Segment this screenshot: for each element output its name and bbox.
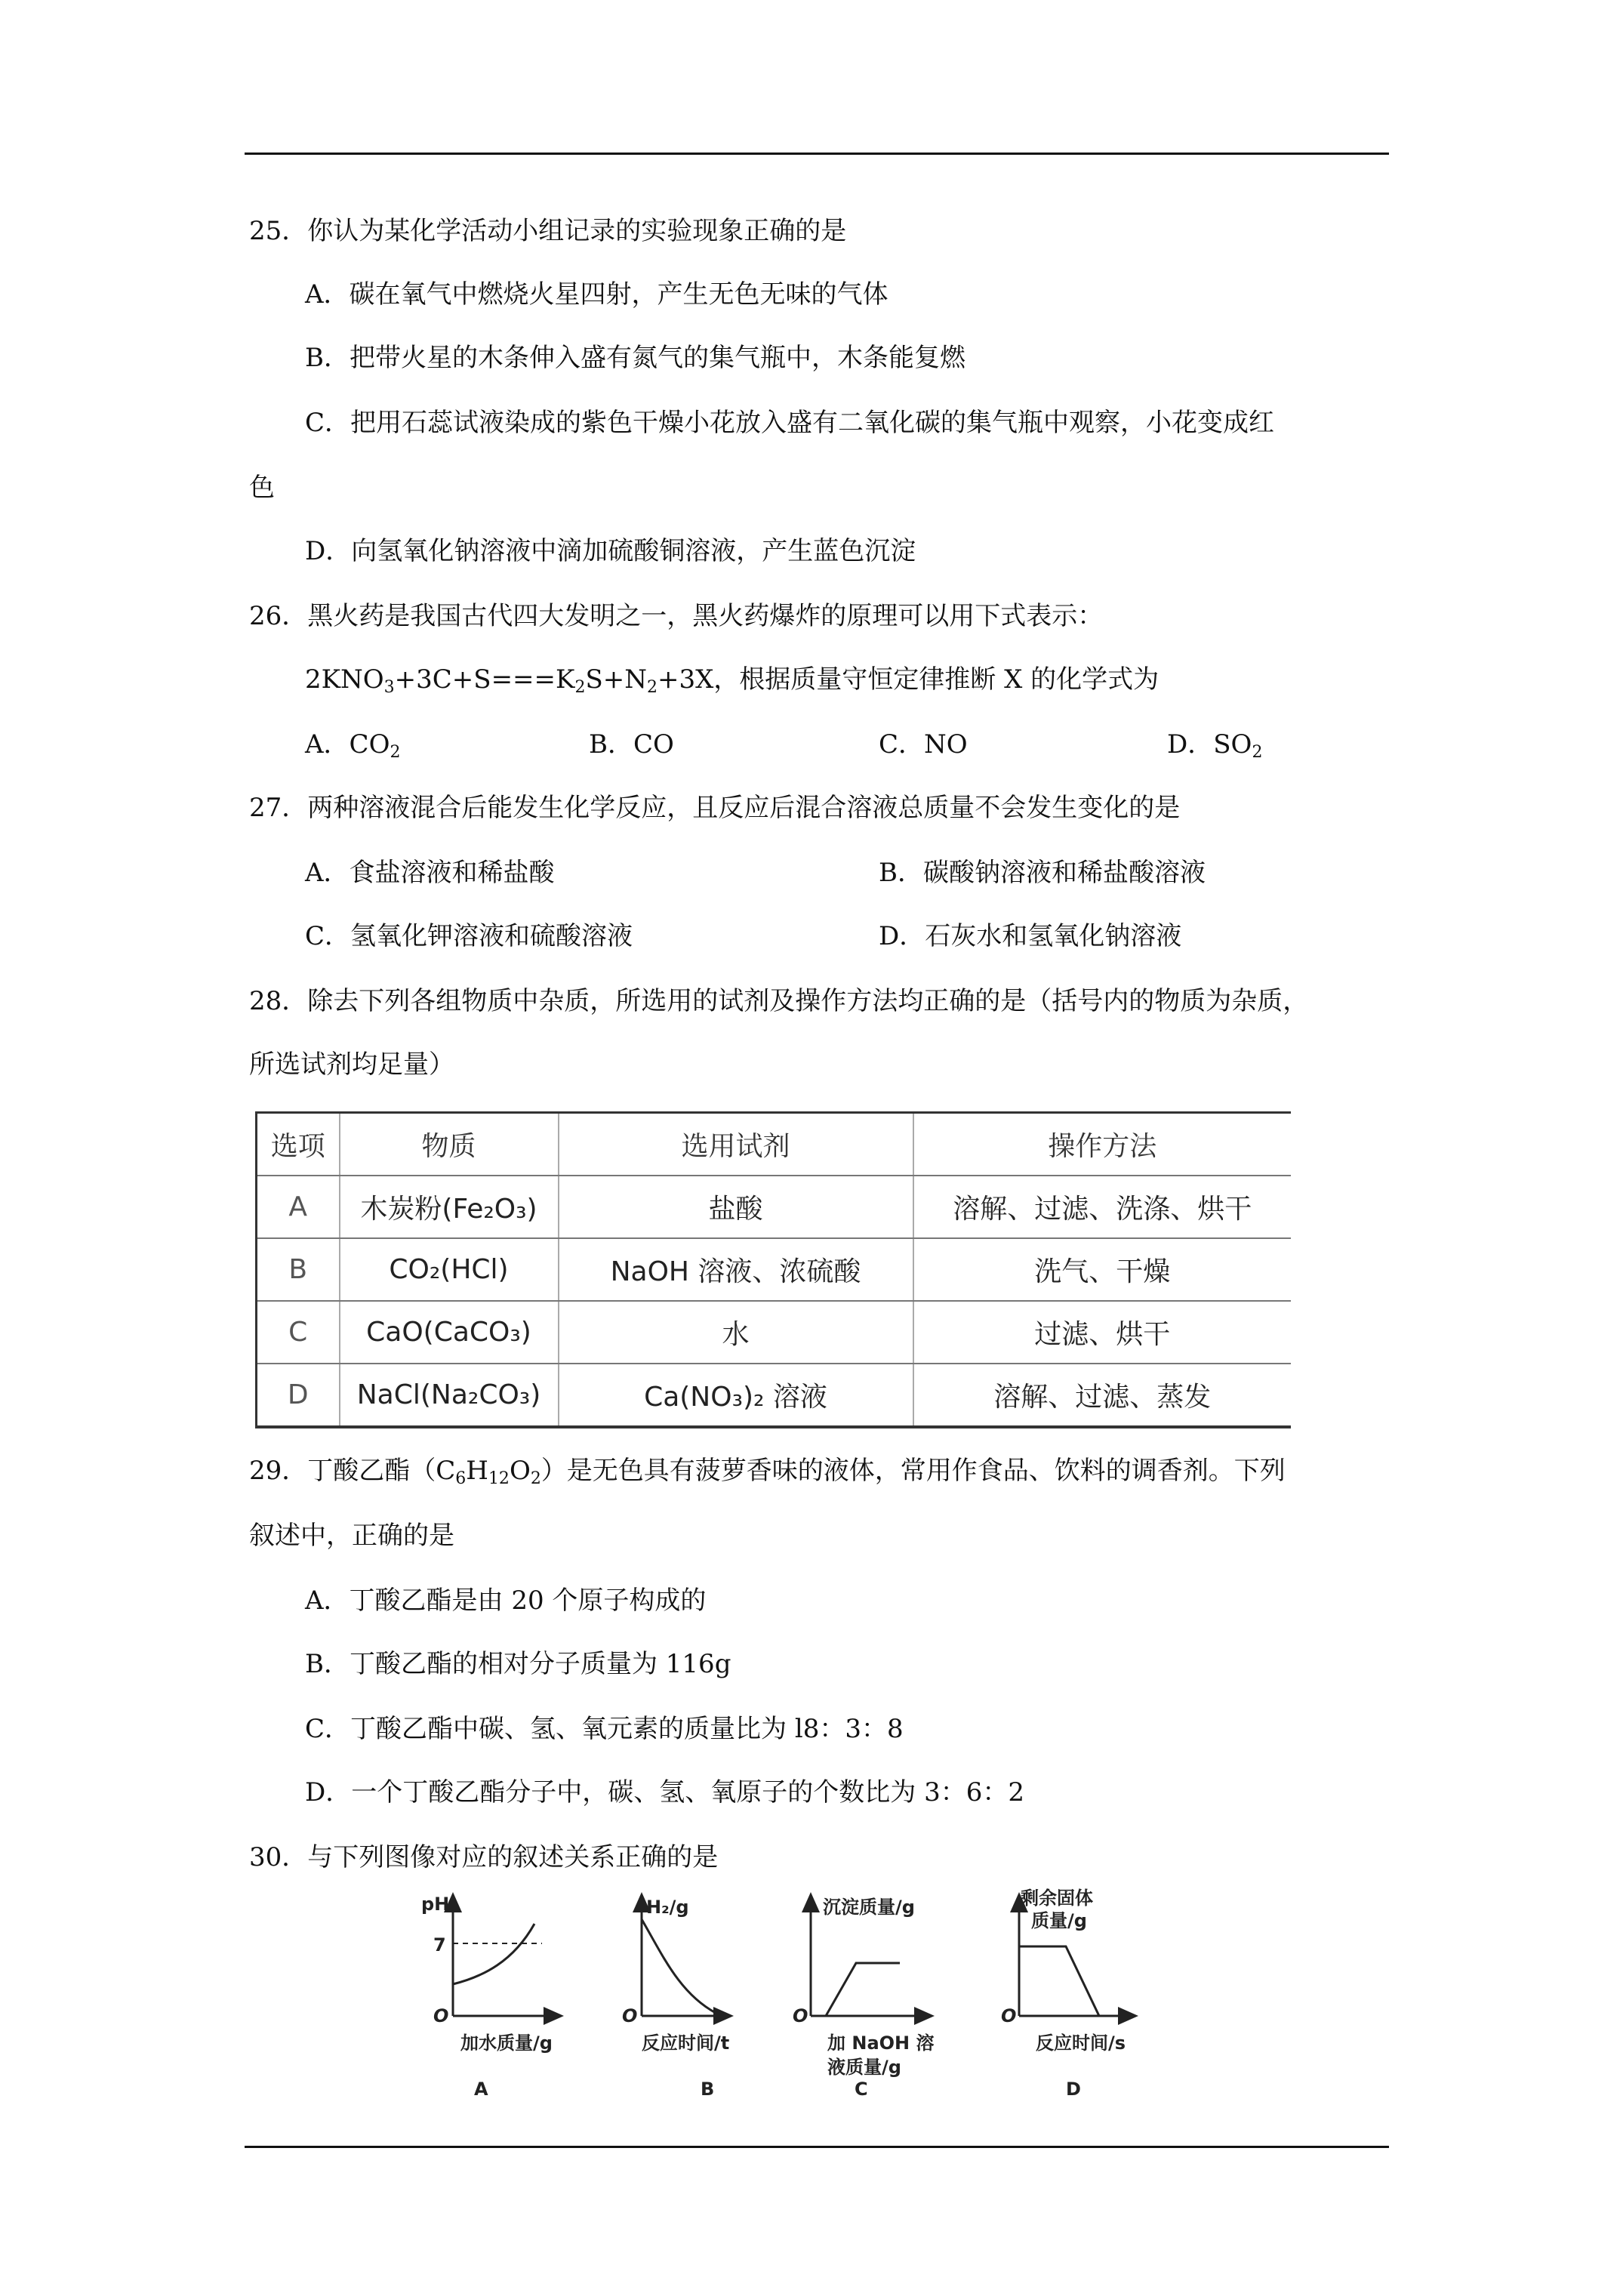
q29-option-d: D．一个丁酸乙酯分子中，碳、氢、氧原子的个数比为 3：6：2 — [305, 1777, 1024, 1808]
q27-option-a: A．食盐溶液和稀盐酸 — [305, 858, 555, 888]
table-cell: 木炭粉(Fe₂O₃) — [340, 1176, 559, 1238]
q30-graphs — [423, 1888, 1261, 2114]
q29-stem: 29．丁酸乙酯$(C_6H_{12}O_2)$是无色具有菠萝香味的液体，常用作食品、饮料的调香剂。下列 — [249, 1456, 1286, 1488]
q28-stem: 28．除去下列各组物质中杂质，所选用的试剂及操作方法均正确的是（括号内的物质为杂质， — [249, 986, 1309, 1016]
q26-stem: 26．黑火药是我国古代四大发明之一，黑火药爆炸的原理可以用下式表示： — [249, 601, 1104, 631]
top-rule — [245, 153, 1389, 155]
table-cell: CaO(CaCO₃) — [340, 1301, 559, 1364]
q25-option-a: A．碳在氧气中燃烧火星四射，产生无色无味的气体 — [305, 279, 888, 310]
table-header: 选用试剂 — [559, 1113, 913, 1176]
graph-b-xlabel: 反应时间/t — [642, 2032, 730, 2054]
q29-stem-cont: 叙述中，正确的是 — [249, 1521, 454, 1551]
q25-option-c-cont: 色 — [249, 473, 275, 503]
graph-c-letter: C — [855, 2079, 868, 2100]
graph-b-letter: B — [701, 2079, 715, 2100]
graph-d-line — [1019, 1946, 1099, 2016]
table-cell: 溶解、过滤、蒸发 — [913, 1364, 1292, 1427]
table-cell: C — [257, 1301, 340, 1364]
table-header: 操作方法 — [913, 1113, 1292, 1176]
table-row — [257, 1238, 1292, 1301]
table-cell: NaCl(Na₂CO₃) — [340, 1364, 559, 1427]
graph-d-xlabel: 反应时间/s — [1036, 2032, 1126, 2054]
table-cell: 水 — [559, 1301, 913, 1364]
q29-option-c: C．丁酸乙酯中碳、氢、氧元素的质量比为 l8：3：8 — [305, 1714, 904, 1744]
graph-a-origin: O — [433, 2005, 449, 2026]
table-cell: Ca(NO₃)₂ 溶液 — [559, 1364, 913, 1427]
graph-b-ylabel: H₂/g — [646, 1897, 689, 1918]
q27-stem: 27．两种溶液混合后能发生化学反应，且反应后混合溶液总质量不会发生变化的是 — [249, 793, 1181, 823]
table-header-row — [257, 1113, 1292, 1176]
q25-option-b: B．把带火星的木条伸入盛有氮气的集气瓶中，木条能复燃 — [305, 343, 965, 373]
q25-option-c: C．把用石蕊试液染成的紫色干燥小花放入盛有二氧化碳的集气瓶中观察，小花变成红 — [305, 408, 1275, 438]
q25-option-d: D．向氢氧化钠溶液中滴加硫酸铜溶液，产生蓝色沉淀 — [305, 536, 916, 566]
q27-option-d: D．石灰水和氢氧化钠溶液 — [879, 921, 1182, 951]
table-cell: 溶解、过滤、洗涤、烘干 — [913, 1176, 1292, 1238]
graph-b-origin: O — [622, 2005, 638, 2026]
graph-a — [423, 1894, 555, 2100]
table-cell: A — [257, 1176, 340, 1238]
table-cell: 过滤、烘干 — [913, 1301, 1292, 1364]
graph-c-origin: O — [793, 2005, 808, 2026]
q26-option-a: A．$CO_2$ — [305, 729, 401, 762]
graph-a-tick: 7 — [433, 1934, 446, 1955]
q26-option-d: D．$SO_2$ — [1167, 729, 1263, 762]
q26-option-c: C．NO — [879, 729, 968, 760]
graph-d-letter: D — [1066, 2079, 1081, 2100]
q25-stem: 25．你认为某化学活动小组记录的实验现象正确的是 — [249, 216, 847, 246]
graph-a-xlabel: 加水质量/g — [460, 2032, 553, 2054]
q27-option-c: C．氢氧化钾溶液和硫酸溶液 — [305, 921, 633, 951]
q29-option-a: A．丁酸乙酯是由 20 个原子构成的 — [305, 1586, 707, 1616]
table-cell: 盐酸 — [559, 1176, 913, 1238]
table-row — [257, 1364, 1292, 1427]
table-cell: 洗气、干燥 — [913, 1238, 1292, 1301]
table-cell: NaOH 溶液、浓硫酸 — [559, 1238, 913, 1301]
q26-equation: $2KNO_3+3C+S===K_2S+N_2+3X$，根据质量守恒定律推断 X 的化学式为 — [305, 664, 1160, 697]
graph-b-curve — [642, 1919, 716, 2013]
q27-option-b: B．碳酸钠溶液和稀盐酸溶液 — [879, 858, 1206, 888]
graph-c-ylabel: 沉淀质量/g — [823, 1897, 915, 1918]
bottom-rule — [245, 2146, 1389, 2148]
table-cell: B — [257, 1238, 340, 1301]
graph-d-origin: O — [1001, 2005, 1017, 2026]
q30-graphs-svg — [423, 1888, 1261, 2114]
graph-a-ylabel: pH — [423, 1894, 450, 1915]
table-row — [257, 1301, 1292, 1364]
graph-a-curve — [453, 1924, 534, 1984]
q30-stem: 30．与下列图像对应的叙述关系正确的是 — [249, 1842, 719, 1872]
table-cell: D — [257, 1364, 340, 1427]
graph-d-ylabel-2: 质量/g — [1031, 1910, 1087, 1931]
graph-b — [622, 1897, 729, 2100]
graph-d-ylabel-1: 剩余固体 — [1021, 1888, 1093, 1909]
table-row — [257, 1176, 1292, 1238]
graph-c-line — [826, 1963, 900, 2016]
q28-table — [255, 1111, 1291, 1428]
table-header: 选项 — [257, 1113, 340, 1176]
q26-option-b: B．CO — [589, 729, 674, 760]
table-header: 物质 — [340, 1113, 559, 1176]
graph-c-xlabel-1: 加 NaOH 溶 — [827, 2032, 935, 2054]
graph-c-xlabel-2: 液质量/g — [827, 2057, 901, 2078]
graph-a-letter: A — [474, 2079, 488, 2100]
q29-option-b: B．丁酸乙酯的相对分子质量为 116g — [305, 1649, 731, 1679]
q28-stem-cont: 所选试剂均足量） — [249, 1049, 454, 1080]
graph-c — [793, 1897, 934, 2100]
table-cell: CO₂(HCl) — [340, 1238, 559, 1301]
graph-d — [1001, 1888, 1129, 2100]
